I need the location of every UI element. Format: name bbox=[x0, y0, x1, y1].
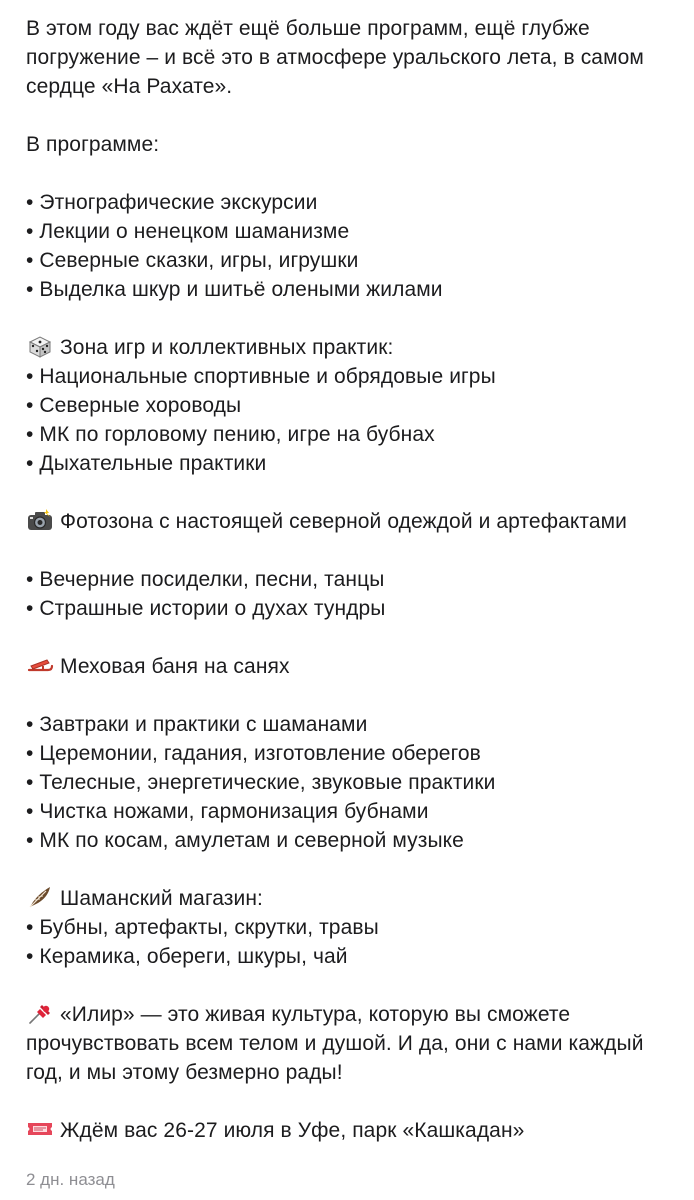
post-timestamp: 2 дн. назад bbox=[26, 1170, 115, 1189]
list-item: • Лекции о ненецком шаманизме bbox=[26, 220, 350, 243]
list-item: • Страшные истории о духах тундры bbox=[26, 597, 386, 620]
list-item: • Церемонии, гадания, изготовление оберегов bbox=[26, 742, 481, 765]
photo-heading bbox=[26, 507, 666, 536]
games-heading bbox=[26, 333, 666, 362]
games-heading-label: Зона игр и коллективных практик: bbox=[60, 336, 394, 359]
ticket-icon bbox=[26, 1117, 54, 1141]
pushpin-icon bbox=[26, 1001, 54, 1025]
camera-flash-icon bbox=[26, 508, 54, 532]
list-item: • Керамика, обереги, шкуры, чай bbox=[26, 945, 348, 968]
sled-icon bbox=[26, 653, 54, 677]
list-item: • Этнографические экскурсии bbox=[26, 191, 318, 214]
banya-heading bbox=[26, 652, 666, 681]
list-item: • Дыхательные практики bbox=[26, 452, 267, 475]
list-item: • Северные сказки, игры, игрушки bbox=[26, 249, 359, 272]
list-item: • Выделка шкур и шитьё олеными жилами bbox=[26, 278, 443, 301]
list-item: • МК по косам, амулетам и северной музыке bbox=[26, 829, 464, 852]
post-body bbox=[26, 14, 666, 1145]
list-item: • Чистка ножами, гармонизация бубнами bbox=[26, 800, 429, 823]
list-item: • Бубны, артефакты, скрутки, травы bbox=[26, 916, 379, 939]
ilir-paragraph bbox=[26, 1000, 666, 1087]
program-heading: В программе: bbox=[26, 133, 160, 156]
list-item: • Вечерние посиделки, песни, танцы bbox=[26, 568, 385, 591]
photo-heading-label: Фотозона с настоящей северной одеждой и артефактами bbox=[60, 510, 628, 533]
invite-text: Ждём вас 26-27 июля в Уфе, парк «Кашкадан» bbox=[60, 1119, 525, 1142]
feather-icon bbox=[26, 885, 54, 909]
invite-line bbox=[26, 1116, 666, 1145]
ilir-text: «Илир» — это живая культура, которую вы сможете прочувствовать всем телом и душой. И да, они с нами каждый год, и мы этому безмерно рады! bbox=[26, 1003, 644, 1084]
dice-icon bbox=[26, 334, 54, 358]
list-item: • Национальные спортивные и обрядовые игры bbox=[26, 365, 496, 388]
shop-heading-label: Шаманский магазин: bbox=[60, 887, 263, 910]
intro-text: В этом году вас ждёт ещё больше программ, ещё глубже погружение – и всё это в атмосфере уральского лета, в самом сердце «На Рахате». bbox=[26, 17, 644, 98]
list-item: • Завтраки и практики с шаманами bbox=[26, 713, 368, 736]
list-item: • Телесные, энергетические, звуковые практики bbox=[26, 771, 496, 794]
shop-heading bbox=[26, 884, 666, 913]
banya-heading-label: Меховая баня на санях bbox=[60, 655, 290, 678]
list-item: • Северные хороводы bbox=[26, 394, 242, 417]
list-item: • МК по горловому пению, игре на бубнах bbox=[26, 423, 435, 446]
